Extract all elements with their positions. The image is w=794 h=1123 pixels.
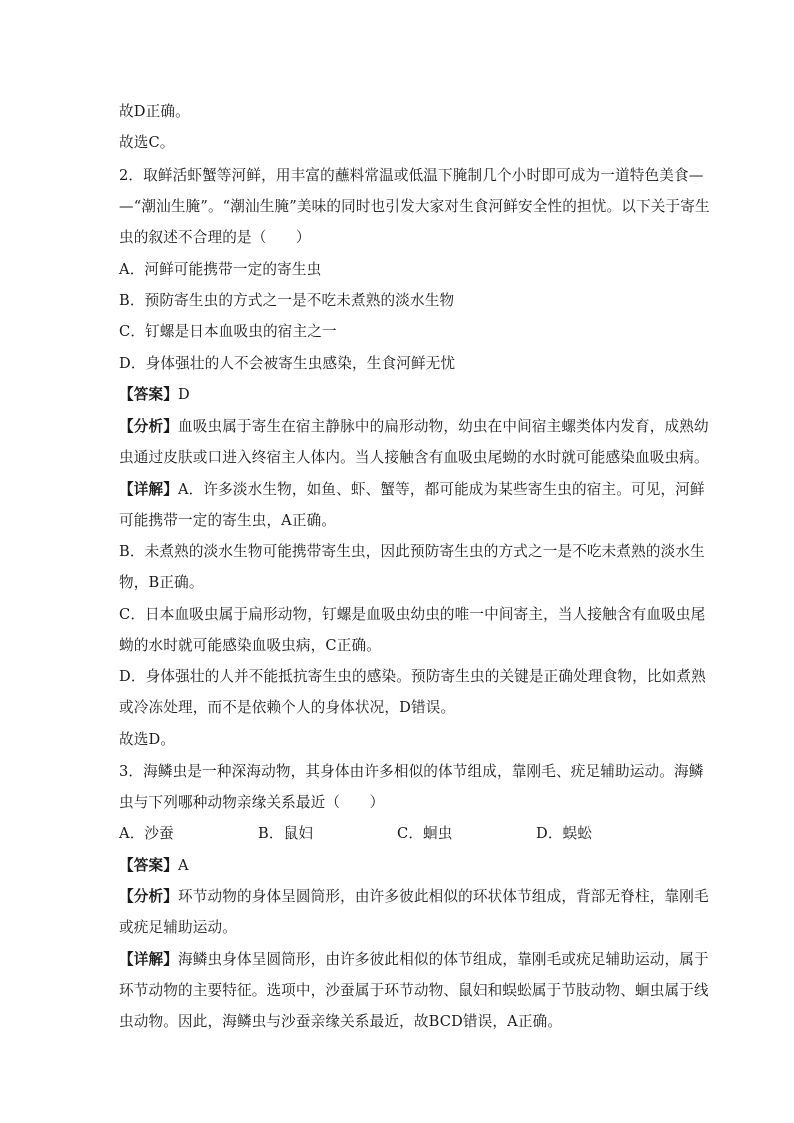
question-3-option-b: B．鼠妇 — [258, 825, 314, 842]
answer-label: 【答案】 — [119, 857, 178, 874]
answer-value: D — [177, 386, 190, 403]
detail-text: D．身体强壮的人并不能抵抗寄生虫的感染。预防寄生虫的关键是正确处理食物，比如煮熟 — [119, 668, 706, 685]
answer-value: A — [177, 857, 189, 874]
analysis-line — [119, 887, 709, 907]
question-2-option-a: A．河鲜可能携带一定的寄生虫 — [119, 261, 322, 278]
text-line: 故D正确。 — [119, 103, 190, 120]
question-3-stem: 虫与下列哪种动物亲缘关系最近（ ） — [119, 794, 385, 811]
detail-text: 物，B正确。 — [119, 574, 204, 591]
detail-label: 【详解】 — [119, 481, 178, 498]
analysis-line — [119, 417, 709, 437]
question-2-option-b: B．预防寄生虫的方式之一是不吃未煮熟的淡水生物 — [119, 292, 455, 309]
question-2-stem: —“潮汕生腌”。“潮汕生腌”美味的同时也引发大家对生食河鲜安全性的担忧。以下关于寄生 — [119, 198, 710, 215]
question-2-stem: 虫的叙述不合理的是（ ） — [119, 229, 311, 246]
answer-line — [119, 856, 189, 876]
text-line: 故选C。 — [119, 134, 175, 151]
text-line: 故选D。 — [119, 731, 176, 748]
analysis-label: 【分析】 — [119, 888, 178, 905]
analysis-text: 虫通过皮肤或口进入终宿主人体内。当人接触含有血吸虫尾蚴的水时就可能感染血吸虫病。 — [119, 449, 709, 466]
detail-text: A．许多淡水生物，如鱼、虾、蟹等，都可能成为某些寄生虫的宿主。可见，河鲜 — [177, 481, 705, 498]
detail-line — [119, 950, 709, 970]
analysis-text: 或疣足辅助运动。 — [119, 919, 237, 936]
detail-text: 可能携带一定的寄生虫，A正确。 — [119, 512, 337, 529]
detail-text: B．未煮熟的淡水生物可能携带寄生虫，因此预防寄生虫的方式之一是不吃未煮熟的淡水生 — [119, 543, 705, 560]
detail-line — [119, 480, 705, 500]
question-3-options — [119, 824, 679, 844]
question-2-option-d: D．身体强壮的人不会被寄生虫感染，生食河鲜无忧 — [119, 355, 456, 372]
answer-line — [119, 385, 190, 405]
detail-text: 或冷冻处理，而不是依赖个人的身体状况，D错误。 — [119, 699, 456, 716]
question-2-stem: 2．取鲜活虾蟹等河鲜，用丰富的蘸料常温或低温下腌制几个小时即可成为一道特色美食— — [119, 167, 704, 184]
detail-text: C．日本血吸虫属于扁形动物，钉螺是血吸虫幼虫的唯一中间寄主，当人接触含有血吸虫尾 — [119, 606, 706, 623]
answer-label: 【答案】 — [119, 386, 178, 403]
question-3-option-d: D．蜈蚣 — [536, 825, 593, 842]
analysis-text: 环节动物的身体呈圆筒形，由许多彼此相似的环状体节组成，背部无脊柱，靠刚毛 — [177, 888, 709, 905]
detail-text: 海鳞虫身体呈圆筒形，由许多彼此相似的体节组成，靠刚毛或疣足辅助运动，属于 — [177, 951, 709, 968]
detail-text: 蚴的水时就可能感染血吸虫病，C正确。 — [119, 637, 381, 654]
detail-text: 虫动物。因此，海鳞虫与沙蚕亲缘关系最近，故BCD错误，A正确。 — [119, 1013, 563, 1030]
question-2-option-c: C．钉螺是日本血吸虫的宿主之一 — [119, 323, 337, 340]
analysis-label: 【分析】 — [119, 418, 178, 435]
detail-label: 【详解】 — [119, 951, 178, 968]
detail-text: 环节动物的主要特征。选项中，沙蚕属于环节动物、鼠妇和蜈蚣属于节肢动物、蛔虫属于线 — [119, 982, 709, 999]
question-3-option-c: C．蛔虫 — [397, 825, 453, 842]
question-3-option-a: A．沙蚕 — [119, 825, 174, 842]
analysis-text: 血吸虫属于寄生在宿主静脉中的扁形动物，幼虫在中间宿主螺类体内发育，成熟幼 — [177, 418, 709, 435]
question-3-stem: 3．海鳞虫是一种深海动物，其身体由许多相似的体节组成，靠刚毛、疣足辅助运动。海鳞 — [119, 763, 704, 780]
